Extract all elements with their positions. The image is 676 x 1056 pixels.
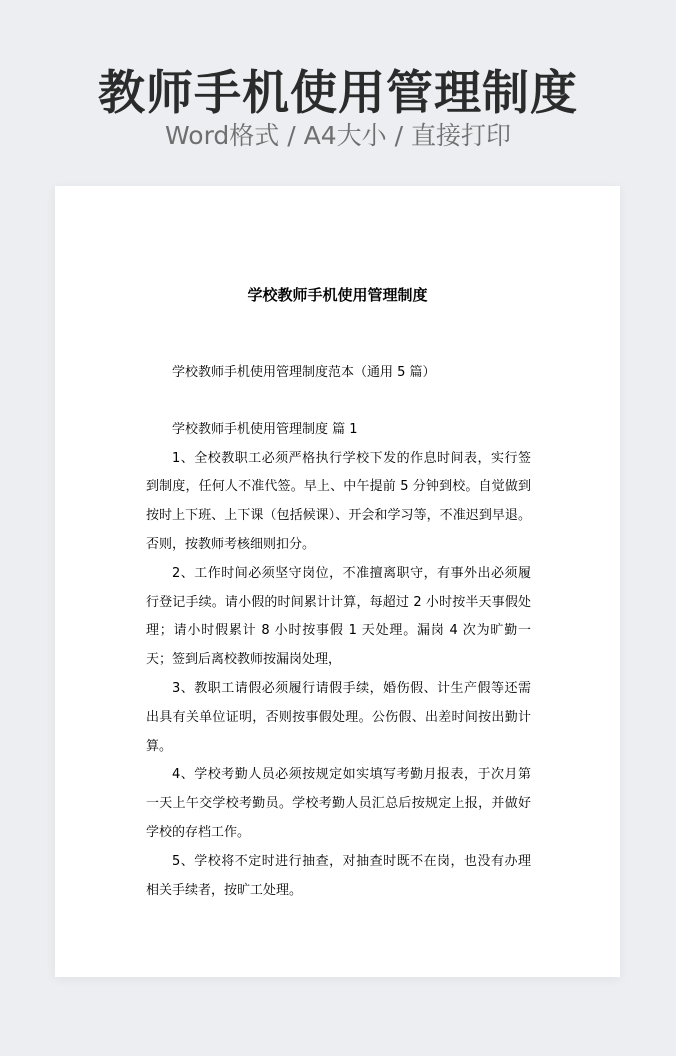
banner-title: 教师手机使用管理制度: [98, 66, 578, 121]
document-body: [146, 359, 531, 905]
paragraph-4: 4、学校考勤人员必须按规定如实填写考勤月报表，于次月第一天上午交学校考勤员。学校考勤人员汇总后按规定上报，并做好学校的存档工作。: [146, 767, 531, 840]
paragraph-1: 1、全校教职工必须严格执行学校下发的作息时间表，实行签到制度，任何人不准代签。早上、中午提前 5 分钟到校。自觉做到按时上下班、上下课（包括候课）、开会和学习等，不准迟到早退。否则，按教师考核细则扣分。: [146, 450, 531, 552]
paragraph-2: 2、工作时间必须坚守岗位，不准擅离职守，有事外出必须履行登记手续。请小假的时间累计计算，每超过 2 小时按半天事假处理；请小时假累计 8 小时按事假 1 天处理。漏岗 4 次为旷勤一天；签到后离校教师按漏岗处理，: [146, 565, 531, 668]
paragraph-5: 5、学校将不定时进行抽查，对抽查时既不在岗，也没有办理相关手续者，按旷工处理。: [146, 853, 531, 898]
paragraph-3: 3、教职工请假必须履行请假手续，婚伤假、计生产假等还需出具有关单位证明，否则按事假处理。公伤假、出差时间按出勤计算。: [146, 680, 531, 754]
document-title: 学校教师手机使用管理制度: [247, 286, 428, 304]
banner-subtitle: Word格式 / A4大小 / 直接打印: [165, 121, 511, 150]
section-heading: 学校教师手机使用管理制度 篇 1: [172, 421, 358, 437]
document-heading: 学校教师手机使用管理制度范本（通用 5 篇）: [172, 365, 436, 380]
